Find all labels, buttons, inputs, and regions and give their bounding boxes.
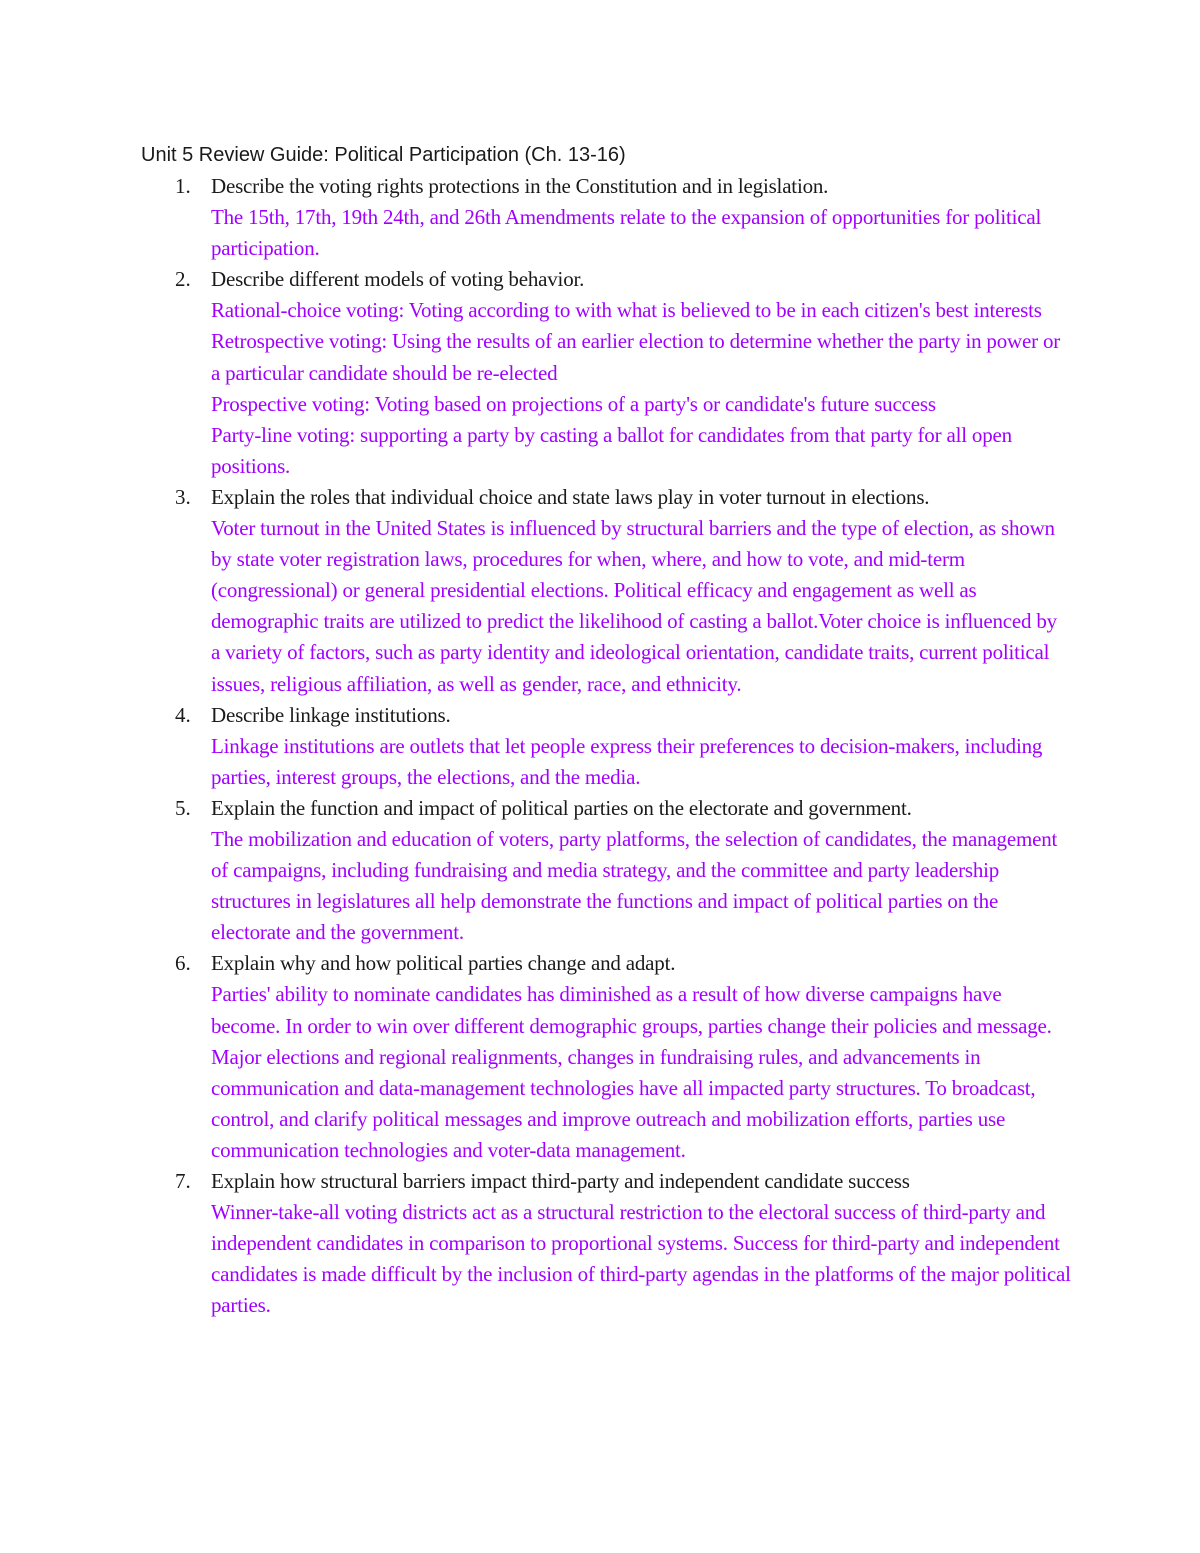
question-item-1 [141, 171, 1071, 264]
answer-text: Parties' ability to nominate candidates has diminished as a result of how diverse campaigns have become. In order to win over different demographic groups, parties change their policies and message. Major elections and regional realignments, changes in fundraising rules, and advancements in communication and data-management technologies have all impacted party structures. To broadcast, control, and clarify political messages and improve outreach and mobilization efforts, parties use communication technologies and voter-data management. [211, 982, 1052, 1162]
answer-rational-choice: Rational-choice voting: Voting according to with what is believed to be in each citizen's best interests [211, 298, 1042, 323]
question-text: Explain why and how political parties change and adapt. [211, 951, 676, 976]
question-text: Explain how structural barriers impact third-party and independent candidate success [211, 1169, 910, 1193]
question-text: Describe different models of voting behavior. [211, 267, 585, 292]
question-number: 7. [175, 1169, 191, 1193]
question-text: Explain the roles that individual choice and state laws play in voter turnout in elections. [211, 484, 930, 509]
answer-prospective: Prospective voting: Voting based on projections of a party's or candidate's future success [211, 391, 936, 416]
question-item-6 [141, 948, 1071, 1166]
question-item-4 [141, 700, 1071, 793]
question-number: 1. [175, 174, 191, 198]
answer-text: Voter turnout in the United States is influenced by structural barriers and the type of election, as shown by state voter registration laws, procedures for when, where, and how to vote, and mid-term (congressional) or general presidential elections. Political efficacy and engagement as well as demographic traits are utilized to predict the likelihood of casting a ballot.Voter choice is influenced by a variety of factors, such as party identity and ideological orientation, candidate traits, current political issues, religious affiliation, as well as gender, race, and ethnicity. [211, 516, 1057, 696]
question-text: Describe linkage institutions. [211, 702, 451, 727]
answer-party-line: Party-line voting: supporting a party by casting a ballot for candidates from that party for all open positions. [211, 422, 1012, 478]
question-number: 3. [175, 484, 191, 509]
question-number: 2. [175, 267, 191, 292]
question-item-7 [141, 1166, 1071, 1321]
question-item-2 [141, 264, 1071, 482]
question-number: 6. [175, 951, 191, 976]
question-list [141, 171, 1071, 1321]
answer-retrospective: Retrospective voting: Using the results of an earlier election to determine whether the party in power or a particular candidate should be re-elected [211, 329, 1061, 385]
question-number: 5. [175, 795, 191, 820]
question-item-3 [141, 482, 1071, 700]
answer-text: The 15th, 17th, 19th 24th, and 26th Amendments relate to the expansion of opportunities for political participation. [211, 205, 1042, 261]
question-item-5 [141, 793, 1071, 948]
answer-text: Linkage institutions are outlets that let people express their preferences to decision-makers, including parties, interest groups, the elections, and the media. [211, 733, 1043, 789]
answer-text: Winner-take-all voting districts act as a structural restriction to the electoral success of third-party and independent candidates in comparison to proportional systems. Success for third-party and independent candidates is made difficult by the inclusion of third-party agendas in the platforms of the major political parties. [211, 1200, 1071, 1318]
question-text: Describe the voting rights protections in the Constitution and in legislation. [211, 174, 829, 198]
question-number: 4. [175, 702, 191, 727]
question-text: Explain the function and impact of political parties on the electorate and government. [211, 795, 912, 820]
answer-text: The mobilization and education of voters, party platforms, the selection of candidates, the management of campaigns, including fundraising and media strategy, and the committee and party leadership structures in legislatures all help demonstrate the functions and impact of political parties on the electorate and the government. [211, 826, 1058, 945]
document-title: Unit 5 Review Guide: Political Participation (Ch. 13-16) [141, 144, 626, 166]
